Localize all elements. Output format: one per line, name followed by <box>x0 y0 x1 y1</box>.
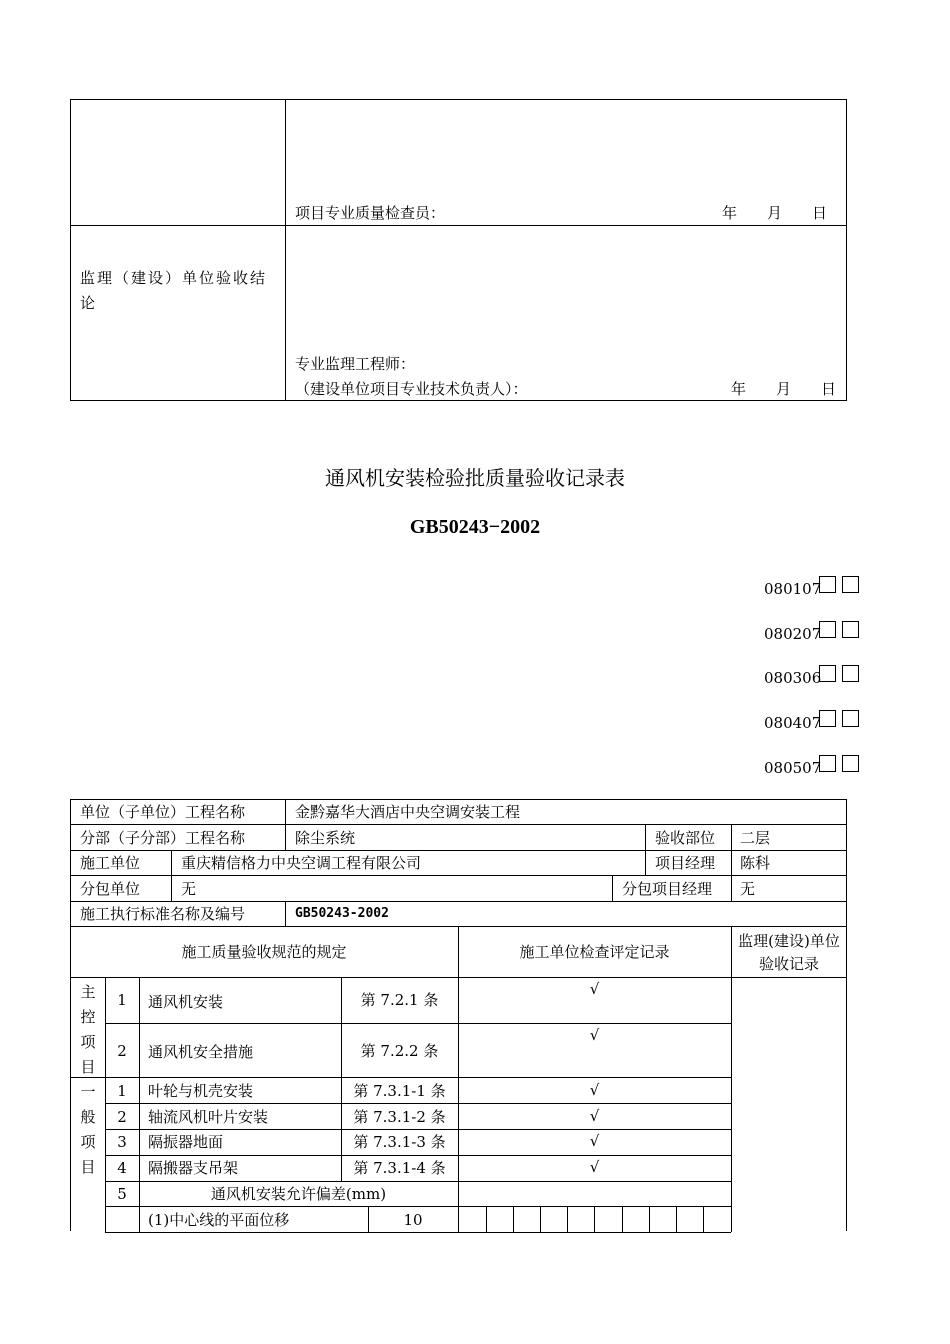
check-mark: √ <box>589 1132 600 1150</box>
divider <box>649 1206 650 1232</box>
item-number: 1 <box>117 991 127 1009</box>
item-name: 隔振器地面 <box>148 1133 224 1151</box>
item-number: 2 <box>117 1042 127 1060</box>
divider <box>105 1129 731 1130</box>
item-clause: 第 7.3.1-2 条 <box>353 1108 446 1126</box>
divider <box>676 1206 677 1232</box>
code-080507: 080507 <box>764 759 822 777</box>
standard-label: 施工执行标准名称及编号 <box>80 905 246 923</box>
sub-project-value: 除尘系统 <box>295 829 356 847</box>
divider <box>285 799 286 851</box>
checkbox[interactable] <box>842 755 859 772</box>
tolerance-sub-value: 10 <box>403 1211 423 1229</box>
supervisor-row-label: 监理（建设）单位验收结论 <box>80 269 268 312</box>
checkbox[interactable] <box>842 576 859 593</box>
sub-project-label: 分部（子分部）工程名称 <box>80 829 246 847</box>
item-clause: 第 7.2.1 条 <box>360 991 439 1009</box>
divider <box>703 1206 704 1232</box>
check-mark: √ <box>589 1158 600 1176</box>
date-label: 年 月 日 <box>722 204 828 222</box>
divider <box>285 99 286 401</box>
divider <box>171 850 172 902</box>
contractor-label: 施工单位 <box>80 854 141 872</box>
tolerance-label: 通风机安装允许偏差(mm) <box>210 1185 387 1203</box>
checkbox[interactable] <box>819 621 836 638</box>
item-number: 2 <box>117 1108 127 1126</box>
code-080407: 080407 <box>764 714 822 732</box>
divider <box>70 1077 731 1078</box>
divider <box>105 1155 731 1156</box>
date-label: 年 月 日 <box>731 380 837 398</box>
divider <box>70 799 71 1231</box>
divider <box>540 1206 541 1232</box>
divider <box>105 1023 731 1024</box>
standard-value: GB50243-2002 <box>295 906 389 921</box>
subcontractor-label: 分包单位 <box>80 880 141 898</box>
item-name: 叶轮与机壳安装 <box>148 1082 254 1100</box>
divider <box>731 926 732 1232</box>
code-080107: 080107 <box>764 580 822 598</box>
checkbox[interactable] <box>819 665 836 682</box>
checkbox[interactable] <box>819 710 836 727</box>
divider <box>846 799 847 1231</box>
item-clause: 第 7.3.1-3 条 <box>353 1133 446 1151</box>
divider <box>486 1206 487 1232</box>
page-title: 通风机安装检验批质量验收记录表 <box>325 466 625 490</box>
item-name: 通风机安全措施 <box>148 1043 254 1061</box>
divider <box>70 799 847 800</box>
col-supervisor-header: 监理(建设)单位验收记录 <box>738 932 840 973</box>
check-mark: √ <box>589 980 600 998</box>
checkbox[interactable] <box>819 755 836 772</box>
item-clause: 第 7.2.2 条 <box>360 1042 439 1060</box>
divider <box>622 1206 623 1232</box>
item-name: 通风机安装 <box>148 993 224 1011</box>
contractor-value: 重庆精信格力中央空调工程有限公司 <box>181 854 422 872</box>
owner-label: （建设单位项目专业技术负责人）： <box>295 380 528 398</box>
item-name: 轴流风机叶片安装 <box>148 1108 269 1126</box>
code-080306: 080306 <box>764 669 822 687</box>
divider <box>105 1103 731 1104</box>
engineer-label: 专业监理工程师： <box>295 355 416 373</box>
checkbox[interactable] <box>842 710 859 727</box>
top-signature-table <box>70 99 847 401</box>
item-clause: 第 7.3.1-1 条 <box>353 1082 446 1100</box>
divider <box>567 1206 568 1232</box>
divider <box>105 1232 731 1233</box>
checkbox[interactable] <box>842 665 859 682</box>
manager-value: 陈科 <box>740 854 771 872</box>
divider <box>731 824 732 902</box>
tolerance-sub-label: (1)中心线的平面位移 <box>148 1211 290 1229</box>
col-check-header: 施工单位检查评定记录 <box>519 943 670 961</box>
divider <box>594 1206 595 1232</box>
col-spec-header: 施工质量验收规范的规定 <box>181 943 347 961</box>
check-mark: √ <box>589 1107 600 1125</box>
item-number: 3 <box>117 1133 127 1151</box>
sub-manager-value: 无 <box>740 880 756 898</box>
divider <box>285 901 286 927</box>
inspector-label: 项目专业质量检查员： <box>295 204 446 222</box>
item-number: 1 <box>117 1082 127 1100</box>
standard-code: GB50243−2002 <box>409 516 541 538</box>
item-clause: 第 7.3.1-4 条 <box>353 1159 446 1177</box>
sub-manager-label: 分包项目经理 <box>622 880 713 898</box>
unit-project-label: 单位（子单位）工程名称 <box>80 803 246 821</box>
acceptance-part-label: 验收部位 <box>655 829 716 847</box>
divider <box>105 1181 731 1182</box>
item-name: 隔搬器支吊架 <box>148 1159 239 1177</box>
divider <box>70 225 847 226</box>
divider <box>645 824 646 876</box>
divider <box>458 1206 459 1232</box>
checkbox[interactable] <box>842 621 859 638</box>
check-mark: √ <box>589 1026 600 1044</box>
divider <box>513 1206 514 1232</box>
check-mark: √ <box>589 1081 600 1099</box>
general-group-label: 一般项目 <box>80 1083 96 1176</box>
manager-label: 项目经理 <box>655 854 716 872</box>
divider <box>105 1206 731 1207</box>
unit-project-value: 金黔嘉华大酒店中央空调安装工程 <box>295 803 521 821</box>
divider <box>612 875 613 901</box>
checkbox[interactable] <box>819 576 836 593</box>
main-control-group-label: 主控项目 <box>80 983 96 1076</box>
acceptance-part-value: 二层 <box>740 829 771 847</box>
subcontractor-value: 无 <box>181 880 197 898</box>
item-number: 5 <box>117 1185 127 1203</box>
item-number: 4 <box>117 1159 127 1177</box>
code-080207: 080207 <box>764 625 822 643</box>
